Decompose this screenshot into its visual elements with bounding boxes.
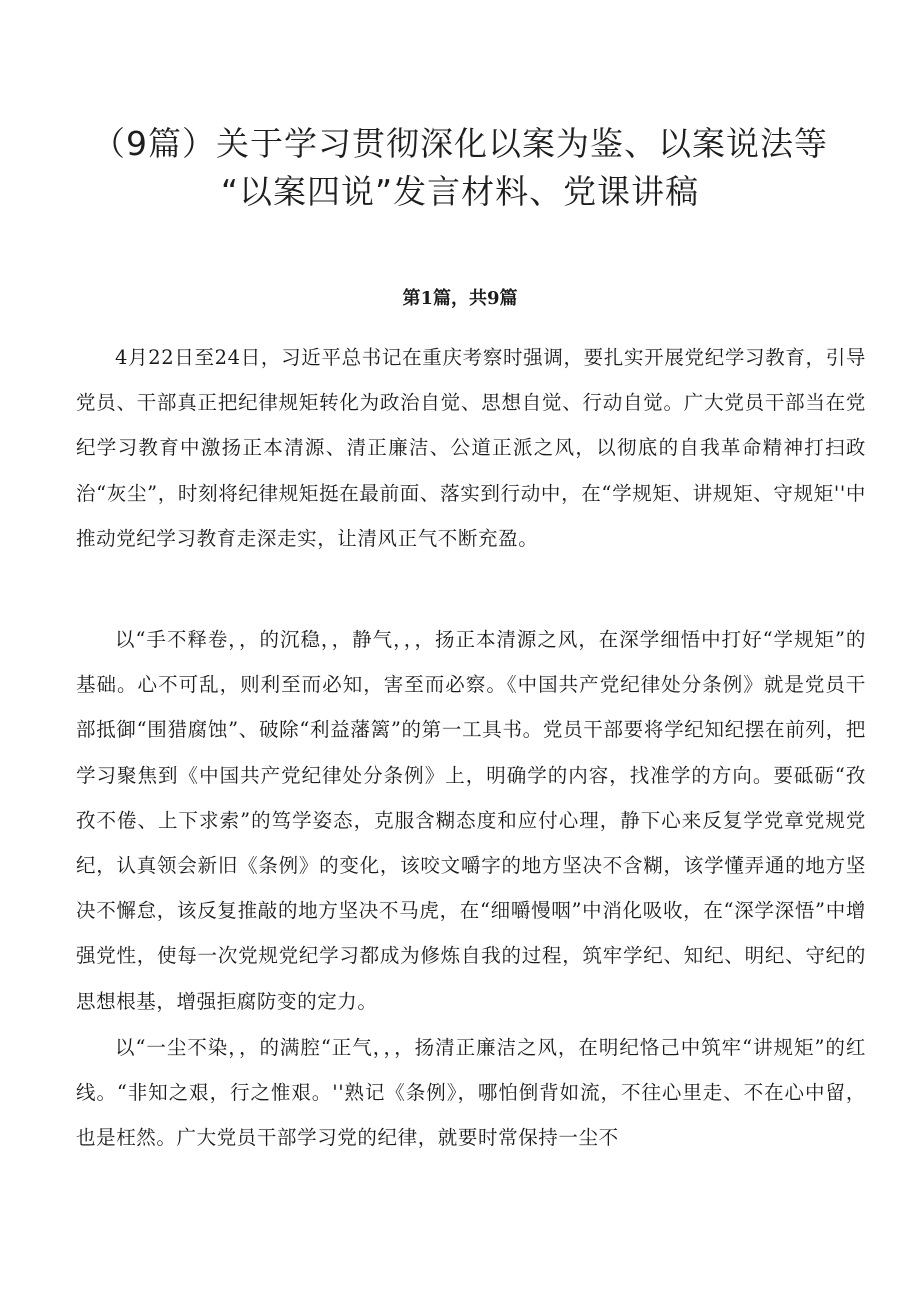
body-paragraph-1: 4月22日至24日，习近平总书记在重庆考察时强调，要扎实开展党纪学习教育，引导党员、干部真正把纪律规矩转化为政治自觉、思想自觉、行动自觉。广大党员干部当在党纪学习教育中激扬正本清源、清正廉洁、公道正派之风，以彻底的自我革命精神打扫政治“灰尘”，时刻将纪律规矩挺在最前面、落实到行动中，在“学规矩、讲规矩、守规矩''中推动党纪学习教育走深走实，让清风正气不断充盈。 — [76, 346, 866, 550]
document-title-line-1: （9篇）关于学习贯彻深化以案为鉴、以案说法等 — [92, 124, 828, 163]
document-title-line-2: “以案四说”发言材料、党课讲稿 — [220, 172, 700, 211]
body-paragraph-2: 以“手不释卷，，的沉稳，，静气，，，扬正本清源之风，在深学细悟中打好“学规矩”的基础。心不可乱，则利至而必知，害至而必察。《中国共产党纪律处分条例》就是党员干部抵御“围猎腐蚀”、破除“利益藩篱”的第一工具书。党员干部要将学纪知纪摆在前列，把学习聚焦到《中国共产党纪律处分条例》上，明确学的内容，找准学的方向。要砥砺“孜孜不倦、上下求索”的笃学姿态，克服含糊态度和应付心理，静下心来反复学党章党规党纪，认真领会新旧《条例》的变化，该咬文嚼字的地方坚决不含糊，该学懂弄通的地方坚决不懈怠，该反复推敲的地方坚决不马虎，在“细嚼慢咽”中消化吸收，在“深学深悟”中增强党性，使每一次党规党纪学习都成为修炼自我的过程，筑牢学纪、知纪、明纪、守纪的思想根基，增强拒腐防变的定力。 — [76, 628, 866, 1013]
section-subtitle: 第1篇，共9篇 — [402, 288, 518, 309]
body-paragraph-3: 以“一尘不染，，的满腔“正气，，，扬清正廉洁之风，在明纪恪己中筑牢“讲规矩”的红线。“非知之艰，行之惟艰。''熟记《条例》，哪怕倒背如流，不往心里走、不在心中留，也是枉然。广大党员干部学习党的纪律，就要时常保持一尘不 — [76, 1036, 866, 1150]
